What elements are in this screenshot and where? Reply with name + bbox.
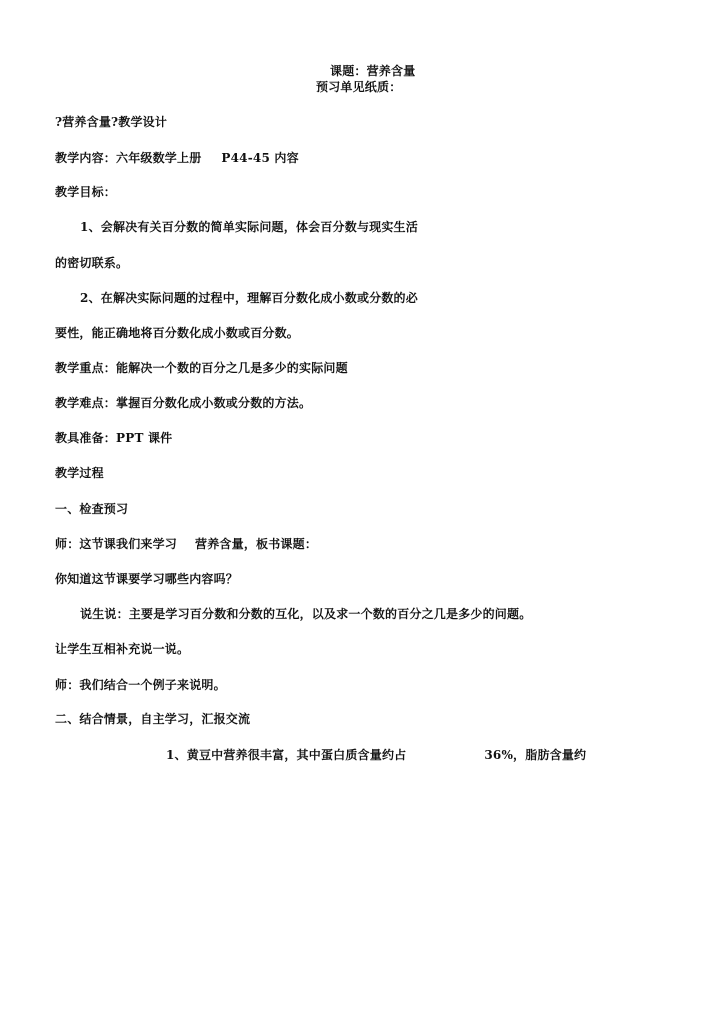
teacher-line-1-part-b: 营养含量，板书课题： — [195, 537, 318, 551]
student-answer: 说生说：主要是学习百分数和分数的互化，以及求一个数的百分之几是多少的问题。 — [80, 607, 532, 621]
teacher-line-1 — [55, 537, 317, 551]
goal-2-line-2: 要性，能正确地将百分数化成小数或百分数。 — [55, 326, 300, 340]
goal-1-line-1: 1、会解决有关百分数的简单实际问题，体会百分数与现实生活 — [80, 220, 418, 234]
example-line-part-b: 36%，脂肪含量约 — [484, 748, 587, 762]
teaching-content — [55, 151, 299, 165]
process-heading: 教学过程 — [55, 466, 104, 480]
goal-1-line-2: 的密切联系。 — [55, 256, 129, 270]
key-point: 教学重点：能解决一个数的百分之几是多少的实际问题 — [55, 361, 348, 375]
teacher-line-1-part-a: 师：这节课我们来学习 — [55, 537, 178, 551]
question-line: 你知道这节课要学习哪些内容吗？ — [55, 572, 239, 586]
goals-heading: 教学目标： — [55, 185, 117, 199]
difficulty: 教学难点：掌握百分数化成小数或分数的方法。 — [55, 396, 312, 410]
example-line — [166, 748, 586, 762]
section-2-heading: 二、结合情景，自主学习，汇报交流 — [55, 712, 251, 726]
supplement-line: 让学生互相补充说一说。 — [55, 642, 190, 656]
teacher-line-2: 师：我们结合一个例子来说明。 — [55, 678, 226, 692]
teaching-content-pages: P44-45 内容 — [221, 151, 299, 165]
example-line-part-a: 1、黄豆中营养很丰富，其中蛋白质含量约占 — [166, 748, 407, 762]
preview-sheet-note: 预习单见纸质： — [316, 80, 402, 94]
goal-2-line-1: 2、在解决实际问题的过程中，理解百分数化成小数或分数的必 — [80, 291, 418, 305]
teaching-tools: 教具准备：PPT 课件 — [55, 431, 173, 445]
lesson-title: 课题：营养含量 — [330, 64, 416, 78]
teaching-content-label: 教学内容：六年级数学上册 — [55, 151, 202, 165]
section-1-heading: 一、检查预习 — [55, 502, 129, 516]
document-title: ?营养含量?教学设计 — [55, 115, 168, 129]
